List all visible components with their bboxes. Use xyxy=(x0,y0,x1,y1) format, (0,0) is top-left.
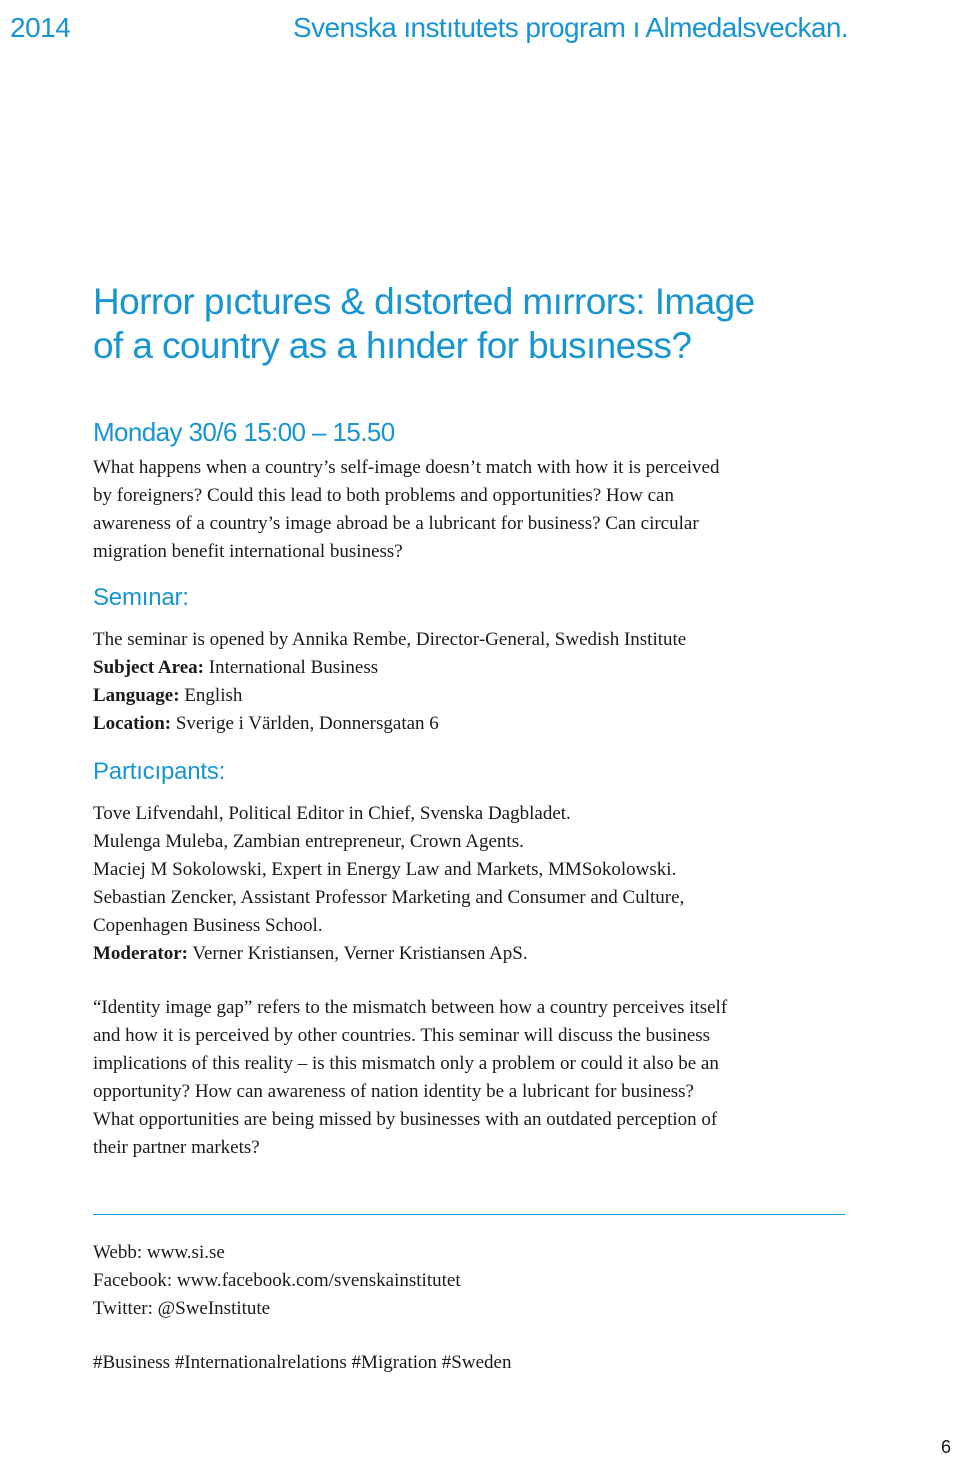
moderator-line xyxy=(93,940,853,968)
intro-line: awareness of a country’s image abroad be a lubricant for business? Can circular xyxy=(93,513,699,534)
description-line: What opportunities are being missed by businesses with an outdated perception of xyxy=(93,1109,718,1130)
seminar-description xyxy=(93,994,853,1162)
page-number: 6 xyxy=(941,1437,952,1457)
participant-line: Mulenga Muleba, Zambian entrepreneur, Crown Agents. xyxy=(93,831,524,852)
subject-value: International Business xyxy=(204,657,379,678)
subject-label: Subject Area: xyxy=(93,657,204,678)
seminar-language xyxy=(93,682,853,710)
event-content xyxy=(93,280,853,1377)
twitter-handle[interactable]: Twitter: @SweInstitute xyxy=(93,1298,271,1319)
location-value: Sverige i Världen, Donnersgatan 6 xyxy=(171,713,439,734)
divider xyxy=(93,1214,845,1215)
seminar-opened-by: The seminar is opened by Annika Rembe, Director-General, Swedish Institute xyxy=(93,629,687,650)
description-line: their partner markets? xyxy=(93,1137,260,1158)
event-title-line-1: Horror pıctures & dıstorted mırrors: Image xyxy=(93,281,755,322)
event-title xyxy=(93,280,853,368)
language-value: English xyxy=(179,685,243,706)
seminar-heading: Semınar: xyxy=(93,584,189,611)
intro-line: migration benefit international business? xyxy=(93,541,403,562)
intro-line: by foreigners? Could this lead to both problems and opportunities? How can xyxy=(93,485,674,506)
hashtags: #Business #Internationalrelations #Migration #Sweden xyxy=(93,1352,512,1373)
participant-line: Tove Lifvendahl, Political Editor in Chief, Svenska Dagbladet. xyxy=(93,803,571,824)
event-intro xyxy=(93,454,853,566)
seminar-details xyxy=(93,626,853,738)
description-line: “Identity image gap” refers to the mismatch between how a country perceives itself xyxy=(93,997,728,1018)
header-title: Svenska ınstıtutets program ı Almedalsveckan. xyxy=(293,12,849,43)
seminar-subject xyxy=(93,654,853,682)
participants-heading: Partıcıpants: xyxy=(93,758,226,785)
moderator-value: Verner Kristiansen, Verner Kristiansen ApS. xyxy=(187,943,528,964)
web-link[interactable]: Webb: www.si.se xyxy=(93,1242,225,1263)
participant-line: Maciej M Sokolowski, Expert in Energy Law and Markets, MMSokolowski. xyxy=(93,859,677,880)
language-label: Language: xyxy=(93,685,180,706)
facebook-link[interactable]: Facebook: www.facebook.com/svenskainstitutet xyxy=(93,1270,461,1291)
intro-line: What happens when a country’s self-image doesn’t match with how it is perceived xyxy=(93,457,720,478)
header-year: 2014 xyxy=(10,12,71,43)
seminar-location xyxy=(93,710,853,738)
participant-line: Sebastian Zencker, Assistant Professor Marketing and Consumer and Culture, xyxy=(93,887,685,908)
description-line: and how it is perceived by other countries. This seminar will discuss the business xyxy=(93,1025,711,1046)
description-line: opportunity? How can awareness of nation identity be a lubricant for business? xyxy=(93,1081,694,1102)
contact-info xyxy=(93,1239,853,1323)
location-label: Location: xyxy=(93,713,172,734)
description-line: implications of this reality – is this mismatch only a problem or could it also be an xyxy=(93,1053,719,1074)
page-header xyxy=(10,12,950,52)
participants-list xyxy=(93,800,853,968)
event-title-line-2: of a country as a hınder for busıness? xyxy=(93,325,692,366)
moderator-label: Moderator: xyxy=(93,943,188,964)
event-time: Monday 30/6 15:00 – 15.50 xyxy=(93,417,395,447)
participant-line: Copenhagen Business School. xyxy=(93,915,323,936)
